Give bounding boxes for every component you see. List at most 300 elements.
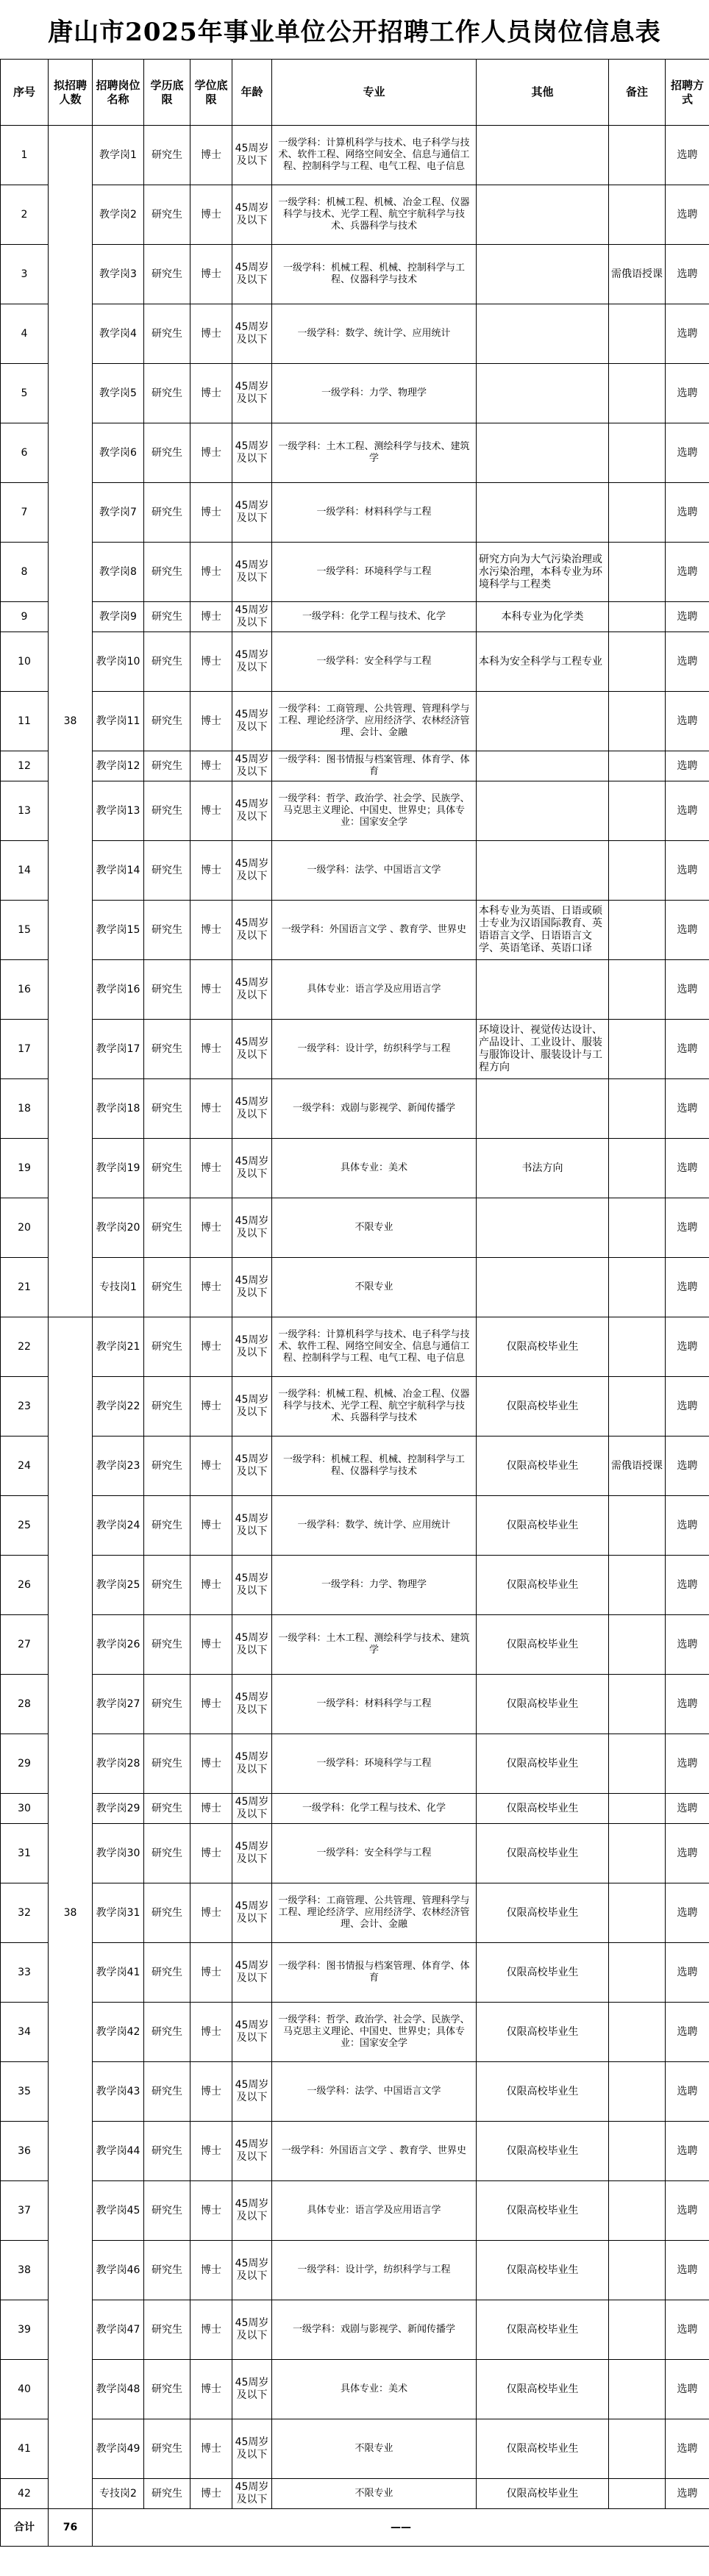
row-degree: 博士 — [190, 2003, 232, 2062]
row-other: 仅限高校毕业生 — [477, 1496, 609, 1556]
row-post: 教学岗13 — [93, 781, 144, 841]
table-row — [1, 1794, 709, 1824]
row-other — [477, 126, 609, 185]
row-age: 45周岁及以下 — [232, 2479, 272, 2509]
row-edu: 研究生 — [144, 1675, 190, 1734]
table-row — [1, 1883, 709, 1943]
row-degree: 博士 — [190, 543, 232, 602]
row-method: 选聘 — [666, 2360, 709, 2419]
row-method: 选聘 — [666, 1943, 709, 2003]
row-edu: 研究生 — [144, 692, 190, 751]
row-degree: 博士 — [190, 304, 232, 364]
row-post: 教学岗26 — [93, 1615, 144, 1675]
row-post: 教学岗16 — [93, 960, 144, 1020]
table-row — [1, 1824, 709, 1883]
row-major: 具体专业：语言学及应用语言学 — [272, 960, 477, 1020]
row-post: 教学岗4 — [93, 304, 144, 364]
row-age: 45周岁及以下 — [232, 1317, 272, 1377]
row-method: 选聘 — [666, 543, 709, 602]
row-post: 教学岗41 — [93, 1943, 144, 2003]
row-post: 教学岗8 — [93, 543, 144, 602]
row-major: 一级学科：哲学、政治学、社会学、民族学、马克思主义理论、中国史、世界史；具体专业：国家安全学 — [272, 781, 477, 841]
row-edu: 研究生 — [144, 2122, 190, 2181]
row-edu: 研究生 — [144, 1437, 190, 1496]
row-degree: 博士 — [190, 1943, 232, 2003]
row-edu: 研究生 — [144, 1883, 190, 1943]
row-other: 书法方向 — [477, 1139, 609, 1198]
row-age: 45周岁及以下 — [232, 841, 272, 901]
row-note — [609, 1198, 666, 1258]
row-edu: 研究生 — [144, 901, 190, 960]
row-edu: 研究生 — [144, 2062, 190, 2122]
table-row — [1, 2419, 709, 2479]
table-row — [1, 1615, 709, 1675]
total-row — [1, 2509, 709, 2547]
table-row — [1, 960, 709, 1020]
row-seq: 2 — [1, 185, 49, 245]
page-title: 唐山市2025年事业单位公开招聘工作人员岗位信息表 — [48, 17, 661, 47]
row-age: 45周岁及以下 — [232, 1675, 272, 1734]
row-seq: 9 — [1, 602, 49, 632]
row-seq: 4 — [1, 304, 49, 364]
row-major: 一级学科：安全科学与工程 — [272, 632, 477, 692]
row-degree: 博士 — [190, 1496, 232, 1556]
row-edu: 研究生 — [144, 841, 190, 901]
row-age: 45周岁及以下 — [232, 1734, 272, 1794]
row-other — [477, 1198, 609, 1258]
row-degree: 博士 — [190, 960, 232, 1020]
row-edu: 研究生 — [144, 960, 190, 1020]
row-degree: 博士 — [190, 1020, 232, 1079]
row-degree: 博士 — [190, 1079, 232, 1139]
row-method: 选聘 — [666, 364, 709, 423]
row-edu: 研究生 — [144, 126, 190, 185]
row-age: 45周岁及以下 — [232, 2003, 272, 2062]
row-note — [609, 2003, 666, 2062]
row-other — [477, 781, 609, 841]
row-method: 选聘 — [666, 2300, 709, 2360]
row-seq: 36 — [1, 2122, 49, 2181]
row-major: 具体专业：美术 — [272, 1139, 477, 1198]
row-note — [609, 543, 666, 602]
row-seq: 30 — [1, 1794, 49, 1824]
row-major: 一级学科：设计学，纺织科学与工程 — [272, 1020, 477, 1079]
row-method: 选聘 — [666, 483, 709, 543]
row-other — [477, 245, 609, 304]
row-seq: 39 — [1, 2300, 49, 2360]
row-note — [609, 1258, 666, 1317]
header-degree: 学位底限 — [190, 60, 232, 126]
row-degree: 博士 — [190, 1615, 232, 1675]
row-post: 教学岗2 — [93, 185, 144, 245]
row-note — [609, 1317, 666, 1377]
table-row — [1, 483, 709, 543]
row-post: 教学岗43 — [93, 2062, 144, 2122]
row-method: 选聘 — [666, 1675, 709, 1734]
row-post: 教学岗23 — [93, 1437, 144, 1496]
row-major: 一级学科：外国语言文学 、教育学、世界史 — [272, 901, 477, 960]
row-note — [609, 1943, 666, 2003]
row-seq: 14 — [1, 841, 49, 901]
row-note — [609, 1615, 666, 1675]
row-edu: 研究生 — [144, 304, 190, 364]
row-seq: 24 — [1, 1437, 49, 1496]
row-age: 45周岁及以下 — [232, 1496, 272, 1556]
row-major: 一级学科：机械工程、机械、控制科学与工程、仪器科学与技术 — [272, 245, 477, 304]
row-seq: 7 — [1, 483, 49, 543]
row-age: 45周岁及以下 — [232, 1883, 272, 1943]
row-method: 选聘 — [666, 2181, 709, 2241]
row-post: 教学岗21 — [93, 1317, 144, 1377]
row-edu: 研究生 — [144, 1496, 190, 1556]
table-row — [1, 364, 709, 423]
row-post: 教学岗17 — [93, 1020, 144, 1079]
row-edu: 研究生 — [144, 602, 190, 632]
row-age: 45周岁及以下 — [232, 960, 272, 1020]
row-age: 45周岁及以下 — [232, 1615, 272, 1675]
row-degree: 博士 — [190, 483, 232, 543]
row-major: 一级学科：哲学、政治学、社会学、民族学、马克思主义理论、中国史、世界史；具体专业：国家安全学 — [272, 2003, 477, 2062]
row-age: 45周岁及以下 — [232, 2062, 272, 2122]
row-other: 仅限高校毕业生 — [477, 2181, 609, 2241]
row-age: 45周岁及以下 — [232, 245, 272, 304]
table-row — [1, 1675, 709, 1734]
row-post: 教学岗47 — [93, 2300, 144, 2360]
row-other: 本科专业为英语、日语或硕士专业为汉语国际教育、英语语言文学、日语语言文学、英语笔译、英语口译 — [477, 901, 609, 960]
row-method: 选聘 — [666, 185, 709, 245]
row-major: 一级学科：化学工程与技术、化学 — [272, 1794, 477, 1824]
row-edu: 研究生 — [144, 1377, 190, 1437]
table-row — [1, 2479, 709, 2509]
row-age: 45周岁及以下 — [232, 2300, 272, 2360]
row-post: 教学岗12 — [93, 751, 144, 781]
row-age: 45周岁及以下 — [232, 901, 272, 960]
row-seq: 31 — [1, 1824, 49, 1883]
row-seq: 38 — [1, 2241, 49, 2300]
table-row — [1, 1198, 709, 1258]
row-note — [609, 185, 666, 245]
row-degree: 博士 — [190, 1437, 232, 1496]
row-major: 一级学科：法学、中国语言文学 — [272, 841, 477, 901]
row-degree: 博士 — [190, 185, 232, 245]
row-degree: 博士 — [190, 1139, 232, 1198]
row-method: 选聘 — [666, 841, 709, 901]
table-row — [1, 1317, 709, 1377]
row-method: 选聘 — [666, 2241, 709, 2300]
table-row — [1, 1496, 709, 1556]
row-age: 45周岁及以下 — [232, 185, 272, 245]
row-other: 仅限高校毕业生 — [477, 1824, 609, 1883]
row-note — [609, 960, 666, 1020]
table-row — [1, 901, 709, 960]
row-post: 教学岗48 — [93, 2360, 144, 2419]
row-age: 45周岁及以下 — [232, 423, 272, 483]
row-degree: 博士 — [190, 126, 232, 185]
row-age: 45周岁及以下 — [232, 2419, 272, 2479]
row-other: 仅限高校毕业生 — [477, 1615, 609, 1675]
row-method: 选聘 — [666, 1883, 709, 1943]
row-note — [609, 2479, 666, 2509]
row-method: 选聘 — [666, 901, 709, 960]
row-seq: 6 — [1, 423, 49, 483]
row-other: 仅限高校毕业生 — [477, 2479, 609, 2509]
row-edu: 研究生 — [144, 185, 190, 245]
row-other — [477, 960, 609, 1020]
row-post: 教学岗6 — [93, 423, 144, 483]
row-note — [609, 2181, 666, 2241]
row-method: 选聘 — [666, 602, 709, 632]
row-degree: 博士 — [190, 632, 232, 692]
table-row — [1, 751, 709, 781]
row-method: 选聘 — [666, 245, 709, 304]
table-row — [1, 2181, 709, 2241]
row-edu: 研究生 — [144, 2479, 190, 2509]
row-age: 45周岁及以下 — [232, 1020, 272, 1079]
row-other: 仅限高校毕业生 — [477, 2360, 609, 2419]
table-row — [1, 245, 709, 304]
row-major: 不限专业 — [272, 2419, 477, 2479]
row-edu: 研究生 — [144, 1824, 190, 1883]
row-edu: 研究生 — [144, 1258, 190, 1317]
row-degree: 博士 — [190, 245, 232, 304]
row-seq: 5 — [1, 364, 49, 423]
row-age: 45周岁及以下 — [232, 1258, 272, 1317]
row-edu: 研究生 — [144, 1794, 190, 1824]
row-edu: 研究生 — [144, 1317, 190, 1377]
row-post: 教学岗1 — [93, 126, 144, 185]
row-seq: 40 — [1, 2360, 49, 2419]
row-major: 一级学科：土木工程、测绘科学与技术、建筑学 — [272, 423, 477, 483]
row-seq: 19 — [1, 1139, 49, 1198]
row-post: 教学岗11 — [93, 692, 144, 751]
row-other: 仅限高校毕业生 — [477, 1883, 609, 1943]
row-post: 教学岗10 — [93, 632, 144, 692]
table-row — [1, 1377, 709, 1437]
row-edu: 研究生 — [144, 1734, 190, 1794]
row-note — [609, 632, 666, 692]
row-age: 45周岁及以下 — [232, 1139, 272, 1198]
row-major: 不限专业 — [272, 2479, 477, 2509]
row-seq: 26 — [1, 1556, 49, 1615]
row-degree: 博士 — [190, 1317, 232, 1377]
row-degree: 博士 — [190, 781, 232, 841]
row-seq: 25 — [1, 1496, 49, 1556]
row-method: 选聘 — [666, 1139, 709, 1198]
row-seq: 3 — [1, 245, 49, 304]
table-row — [1, 632, 709, 692]
group-count: 38 — [49, 1317, 93, 2509]
row-method: 选聘 — [666, 2062, 709, 2122]
row-note — [609, 692, 666, 751]
header-major: 专业 — [272, 60, 477, 126]
row-other: 仅限高校毕业生 — [477, 2122, 609, 2181]
row-degree: 博士 — [190, 602, 232, 632]
row-method: 选聘 — [666, 2122, 709, 2181]
row-post: 教学岗42 — [93, 2003, 144, 2062]
table-row — [1, 2003, 709, 2062]
row-seq: 12 — [1, 751, 49, 781]
row-other: 仅限高校毕业生 — [477, 1556, 609, 1615]
header-method: 招聘方式 — [666, 60, 709, 126]
row-edu: 研究生 — [144, 1198, 190, 1258]
row-degree: 博士 — [190, 364, 232, 423]
row-post: 教学岗29 — [93, 1794, 144, 1824]
row-seq: 37 — [1, 2181, 49, 2241]
total-rest: —— — [93, 2509, 709, 2547]
row-major: 一级学科：化学工程与技术、化学 — [272, 602, 477, 632]
row-major: 不限专业 — [272, 1258, 477, 1317]
row-seq: 17 — [1, 1020, 49, 1079]
row-edu: 研究生 — [144, 2360, 190, 2419]
row-age: 45周岁及以下 — [232, 751, 272, 781]
header-post: 招聘岗位名称 — [93, 60, 144, 126]
row-method: 选聘 — [666, 1556, 709, 1615]
row-method: 选聘 — [666, 1794, 709, 1824]
row-age: 45周岁及以下 — [232, 1556, 272, 1615]
row-age: 45周岁及以下 — [232, 1437, 272, 1496]
row-seq: 8 — [1, 543, 49, 602]
row-seq: 23 — [1, 1377, 49, 1437]
row-age: 45周岁及以下 — [232, 1943, 272, 2003]
row-method: 选聘 — [666, 1824, 709, 1883]
row-method: 选聘 — [666, 1079, 709, 1139]
row-degree: 博士 — [190, 2181, 232, 2241]
table-row — [1, 2062, 709, 2122]
row-method: 选聘 — [666, 1258, 709, 1317]
row-edu: 研究生 — [144, 2241, 190, 2300]
table-row — [1, 1079, 709, 1139]
header-row — [1, 60, 709, 126]
row-edu: 研究生 — [144, 1556, 190, 1615]
row-note — [609, 1079, 666, 1139]
row-degree: 博士 — [190, 1675, 232, 1734]
row-age: 45周岁及以下 — [232, 602, 272, 632]
row-seq: 29 — [1, 1734, 49, 1794]
row-degree: 博士 — [190, 1556, 232, 1615]
row-method: 选聘 — [666, 1377, 709, 1437]
row-age: 45周岁及以下 — [232, 692, 272, 751]
row-degree: 博士 — [190, 692, 232, 751]
row-major: 一级学科：法学、中国语言文学 — [272, 2062, 477, 2122]
row-post: 教学岗9 — [93, 602, 144, 632]
row-note — [609, 364, 666, 423]
row-other: 仅限高校毕业生 — [477, 2003, 609, 2062]
row-other: 仅限高校毕业生 — [477, 2241, 609, 2300]
row-major: 一级学科：工商管理、公共管理、管理科学与工程、理论经济学、应用经济学、农林经济管理、会计、金融 — [272, 692, 477, 751]
row-degree: 博士 — [190, 1258, 232, 1317]
row-degree: 博士 — [190, 2122, 232, 2181]
row-post: 教学岗7 — [93, 483, 144, 543]
row-note — [609, 1377, 666, 1437]
table-row — [1, 1437, 709, 1496]
row-degree: 博士 — [190, 423, 232, 483]
row-major: 一级学科：图书情报与档案管理、体育学、体育 — [272, 1943, 477, 2003]
row-major: 一级学科：土木工程、测绘科学与技术、建筑学 — [272, 1615, 477, 1675]
row-post: 教学岗3 — [93, 245, 144, 304]
row-note — [609, 602, 666, 632]
row-seq: 13 — [1, 781, 49, 841]
row-note — [609, 2300, 666, 2360]
row-note — [609, 126, 666, 185]
row-edu: 研究生 — [144, 483, 190, 543]
row-seq: 16 — [1, 960, 49, 1020]
row-other: 本科专业为化学类 — [477, 602, 609, 632]
row-other — [477, 841, 609, 901]
row-edu: 研究生 — [144, 543, 190, 602]
row-major: 一级学科：材料科学与工程 — [272, 1675, 477, 1734]
row-note — [609, 2062, 666, 2122]
row-edu: 研究生 — [144, 423, 190, 483]
table-row — [1, 602, 709, 632]
table-row — [1, 2122, 709, 2181]
row-degree: 博士 — [190, 2300, 232, 2360]
row-major: 一级学科：机械工程、机械、控制科学与工程、仪器科学与技术 — [272, 1437, 477, 1496]
row-note — [609, 483, 666, 543]
row-other — [477, 692, 609, 751]
header-other: 其他 — [477, 60, 609, 126]
row-major: 不限专业 — [272, 1198, 477, 1258]
row-degree: 博士 — [190, 1794, 232, 1824]
row-seq: 10 — [1, 632, 49, 692]
row-major: 一级学科：戏剧与影视学、新闻传播学 — [272, 2300, 477, 2360]
row-age: 45周岁及以下 — [232, 1198, 272, 1258]
row-seq: 11 — [1, 692, 49, 751]
table-row — [1, 1139, 709, 1198]
row-seq: 28 — [1, 1675, 49, 1734]
row-other: 仅限高校毕业生 — [477, 1437, 609, 1496]
row-method: 选聘 — [666, 781, 709, 841]
row-other: 仅限高校毕业生 — [477, 1377, 609, 1437]
row-note — [609, 751, 666, 781]
row-other — [477, 423, 609, 483]
table-row — [1, 423, 709, 483]
row-degree: 博士 — [190, 2479, 232, 2509]
row-method: 选聘 — [666, 423, 709, 483]
row-post: 教学岗19 — [93, 1139, 144, 1198]
header-note: 备注 — [609, 60, 666, 126]
total-label: 合计 — [1, 2509, 49, 2547]
row-post: 教学岗22 — [93, 1377, 144, 1437]
row-seq: 1 — [1, 126, 49, 185]
row-edu: 研究生 — [144, 632, 190, 692]
row-age: 45周岁及以下 — [232, 1079, 272, 1139]
table-row — [1, 126, 709, 185]
row-age: 45周岁及以下 — [232, 304, 272, 364]
row-method: 选聘 — [666, 751, 709, 781]
row-major: 具体专业：语言学及应用语言学 — [272, 2181, 477, 2241]
row-degree: 博士 — [190, 2419, 232, 2479]
row-degree: 博士 — [190, 1734, 232, 1794]
row-age: 45周岁及以下 — [232, 781, 272, 841]
row-degree: 博士 — [190, 841, 232, 901]
row-note — [609, 1734, 666, 1794]
row-note — [609, 2360, 666, 2419]
row-method: 选聘 — [666, 1020, 709, 1079]
row-other: 仅限高校毕业生 — [477, 2062, 609, 2122]
row-other — [477, 364, 609, 423]
position-table — [0, 59, 709, 2547]
row-note — [609, 1883, 666, 1943]
total-count: 76 — [49, 2509, 93, 2547]
table-row — [1, 692, 709, 751]
row-degree: 博士 — [190, 1377, 232, 1437]
row-post: 教学岗44 — [93, 2122, 144, 2181]
row-other: 仅限高校毕业生 — [477, 1675, 609, 1734]
row-degree: 博士 — [190, 1883, 232, 1943]
row-note — [609, 901, 666, 960]
row-post: 教学岗14 — [93, 841, 144, 901]
row-major: 一级学科：计算机科学与技术、电子科学与技术、软件工程、网络空间安全、信息与通信工程、控制科学与工程、电气工程、电子信息 — [272, 126, 477, 185]
